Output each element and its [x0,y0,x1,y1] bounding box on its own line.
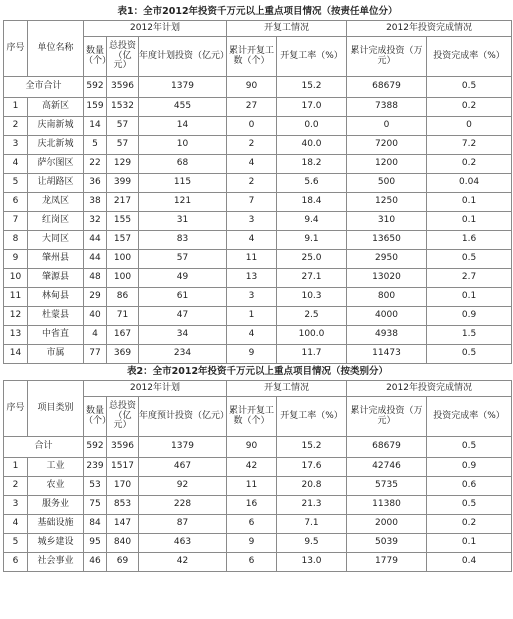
table-row [4,117,512,136]
row-resume-rate: 20.8 [277,477,347,496]
project-tables [3,4,512,572]
table-row [4,515,512,534]
table-row [4,345,512,364]
row-seq: 7 [4,212,28,231]
table2-group-complete: 2012年投资完成情况 [347,381,512,397]
row-seq: 3 [4,136,28,155]
row-count: 95 [84,534,107,553]
row-name: 林甸县 [28,288,84,307]
row-annual-plan: 121 [139,193,227,212]
table2-header-resume-rate: 开复工率（%） [277,397,347,437]
row-annual-plan: 115 [139,174,227,193]
row-completion-rate: 0.6 [427,477,512,496]
table1-header-completion-rate: 投资完成率（%） [427,37,512,77]
row-name: 基础设施 [28,515,84,534]
row-completion-rate: 0.5 [427,496,512,515]
row-completed: 5039 [347,534,427,553]
table-row [4,458,512,477]
table2-header-total-invest: 总投资（亿元） [107,397,139,437]
row-seq: 14 [4,345,28,364]
row-completed: 4000 [347,307,427,326]
row-resume-rate: 10.3 [277,288,347,307]
row-name: 农业 [28,477,84,496]
row-seq: 1 [4,98,28,117]
row-completion-rate: 0.2 [427,155,512,174]
table1-header-count: 数量（个） [84,37,107,77]
row-completed: 11473 [347,345,427,364]
row-name: 红岗区 [28,212,84,231]
row-completion-rate: 0.9 [427,458,512,477]
row-count: 44 [84,250,107,269]
row-resumed: 2 [227,174,277,193]
row-annual-plan: 92 [139,477,227,496]
row-annual-plan: 87 [139,515,227,534]
row-resume-rate: 5.6 [277,174,347,193]
table-row [4,155,512,174]
table2-group-plan: 2012年计划 [84,381,227,397]
row-annual-plan: 68 [139,155,227,174]
table2-header-completion-rate: 投资完成率（%） [427,397,512,437]
total-completed: 68679 [347,77,427,98]
row-total-invest: 853 [107,496,139,515]
table-row [4,307,512,326]
row-name: 萨尔图区 [28,155,84,174]
table1-header-seq: 序号 [4,21,28,77]
row-annual-plan: 463 [139,534,227,553]
row-total-invest: 399 [107,174,139,193]
row-completed: 2000 [347,515,427,534]
row-resumed: 16 [227,496,277,515]
row-resume-rate: 17.0 [277,98,347,117]
row-seq: 5 [4,174,28,193]
row-completed: 11380 [347,496,427,515]
row-count: 239 [84,458,107,477]
row-resume-rate: 2.5 [277,307,347,326]
row-completed: 7388 [347,98,427,117]
row-seq: 9 [4,250,28,269]
row-resume-rate: 18.2 [277,155,347,174]
row-resumed: 27 [227,98,277,117]
row-completion-rate: 0.1 [427,288,512,307]
row-completion-rate: 1.6 [427,231,512,250]
row-resumed: 4 [227,231,277,250]
total-completion-rate: 0.5 [427,437,512,458]
table-row [4,288,512,307]
row-completion-rate: 7.2 [427,136,512,155]
row-completion-rate: 2.7 [427,269,512,288]
row-resume-rate: 9.5 [277,534,347,553]
row-total-invest: 100 [107,250,139,269]
table2-group-resume: 开复工情况 [227,381,347,397]
row-resume-rate: 11.7 [277,345,347,364]
row-annual-plan: 42 [139,553,227,572]
row-name: 龙凤区 [28,193,84,212]
row-resume-rate: 25.0 [277,250,347,269]
row-annual-plan: 31 [139,212,227,231]
row-total-invest: 69 [107,553,139,572]
row-total-invest: 57 [107,117,139,136]
row-completed: 1250 [347,193,427,212]
row-total-invest: 155 [107,212,139,231]
row-seq: 8 [4,231,28,250]
table1-total-row [4,77,512,98]
table-row [4,553,512,572]
row-count: 29 [84,288,107,307]
row-completion-rate: 0.5 [427,345,512,364]
row-total-invest: 369 [107,345,139,364]
row-resume-rate: 7.1 [277,515,347,534]
row-name: 市属 [28,345,84,364]
row-annual-plan: 83 [139,231,227,250]
row-total-invest: 217 [107,193,139,212]
row-resume-rate: 40.0 [277,136,347,155]
row-annual-plan: 10 [139,136,227,155]
table2-header-completed-invest: 累计完成投资（万元） [347,397,427,437]
row-count: 53 [84,477,107,496]
row-seq: 12 [4,307,28,326]
row-seq: 2 [4,477,28,496]
row-resumed: 9 [227,345,277,364]
row-completed: 800 [347,288,427,307]
row-completed: 1779 [347,553,427,572]
row-count: 22 [84,155,107,174]
row-completed: 4938 [347,326,427,345]
row-resume-rate: 100.0 [277,326,347,345]
row-name: 社会事业 [28,553,84,572]
row-resumed: 11 [227,250,277,269]
row-total-invest: 86 [107,288,139,307]
row-total-invest: 167 [107,326,139,345]
row-seq: 5 [4,534,28,553]
row-total-invest: 71 [107,307,139,326]
table-row [4,98,512,117]
row-completed: 7200 [347,136,427,155]
row-seq: 13 [4,326,28,345]
table2-total-row [4,437,512,458]
row-resume-rate: 9.1 [277,231,347,250]
row-total-invest: 147 [107,515,139,534]
table2-header-seq: 序号 [4,381,28,437]
table1-title: 表1：全市2012年投资千万元以上重点项目情况（按责任单位分） [4,4,512,21]
row-resumed: 7 [227,193,277,212]
row-completed: 1200 [347,155,427,174]
row-completed: 500 [347,174,427,193]
row-annual-plan: 34 [139,326,227,345]
row-count: 36 [84,174,107,193]
row-seq: 1 [4,458,28,477]
row-total-invest: 57 [107,136,139,155]
row-count: 84 [84,515,107,534]
row-total-invest: 1517 [107,458,139,477]
row-seq: 11 [4,288,28,307]
row-annual-plan: 49 [139,269,227,288]
row-completed: 0 [347,117,427,136]
row-completed: 13650 [347,231,427,250]
table-row [4,326,512,345]
row-name: 庆北新城 [28,136,84,155]
row-completion-rate: 0.1 [427,212,512,231]
table-row [4,193,512,212]
total-label: 全市合计 [4,77,84,98]
row-resumed: 3 [227,288,277,307]
row-count: 75 [84,496,107,515]
table1 [4,4,512,364]
row-seq: 3 [4,496,28,515]
table1-header-annual-plan: 年度计划投资（亿元） [139,37,227,77]
row-count: 48 [84,269,107,288]
row-resumed: 2 [227,136,277,155]
row-name: 杜蒙县 [28,307,84,326]
row-annual-plan: 14 [139,117,227,136]
table-row [4,231,512,250]
row-completion-rate: 0.1 [427,193,512,212]
row-completion-rate: 0.04 [427,174,512,193]
table-row [4,477,512,496]
row-name: 工业 [28,458,84,477]
row-completion-rate: 0.2 [427,515,512,534]
row-resumed: 4 [227,326,277,345]
row-completed: 13020 [347,269,427,288]
row-completed: 5735 [347,477,427,496]
row-completion-rate: 0 [427,117,512,136]
table1-group-plan: 2012年计划 [84,21,227,37]
total-completion-rate: 0.5 [427,77,512,98]
row-resumed: 11 [227,477,277,496]
row-completion-rate: 0.9 [427,307,512,326]
table1-group-resume: 开复工情况 [227,21,347,37]
row-name: 肇州县 [28,250,84,269]
row-total-invest: 157 [107,231,139,250]
row-seq: 6 [4,553,28,572]
total-annual-plan: 1379 [139,77,227,98]
table1-header-resume-rate: 开复工率（%） [277,37,347,77]
total-count: 592 [84,437,107,458]
row-completion-rate: 0.5 [427,250,512,269]
table-row [4,496,512,515]
row-count: 4 [84,326,107,345]
row-resumed: 6 [227,553,277,572]
total-count: 592 [84,77,107,98]
row-resumed: 0 [227,117,277,136]
table2-header-annual-plan: 年度预计投资（亿元） [139,397,227,437]
row-total-invest: 170 [107,477,139,496]
table1-header-total-invest: 总投资（亿元） [107,37,139,77]
table-row [4,269,512,288]
table-row [4,212,512,231]
row-seq: 2 [4,117,28,136]
row-annual-plan: 228 [139,496,227,515]
row-count: 32 [84,212,107,231]
row-resumed: 3 [227,212,277,231]
row-count: 5 [84,136,107,155]
row-annual-plan: 467 [139,458,227,477]
row-count: 159 [84,98,107,117]
row-name: 服务业 [28,496,84,515]
row-total-invest: 840 [107,534,139,553]
row-count: 77 [84,345,107,364]
row-count: 44 [84,231,107,250]
row-completed: 2950 [347,250,427,269]
row-resumed: 4 [227,155,277,174]
row-completed: 42746 [347,458,427,477]
table-row [4,534,512,553]
row-annual-plan: 455 [139,98,227,117]
row-name: 庆南新城 [28,117,84,136]
row-resumed: 42 [227,458,277,477]
row-resumed: 9 [227,534,277,553]
row-annual-plan: 57 [139,250,227,269]
row-resume-rate: 13.0 [277,553,347,572]
row-resume-rate: 0.0 [277,117,347,136]
row-resume-rate: 27.1 [277,269,347,288]
table2-header-category: 项目类别 [28,381,84,437]
row-total-invest: 129 [107,155,139,174]
row-name: 高新区 [28,98,84,117]
table1-header-completed-invest: 累计完成投资（万元） [347,37,427,77]
row-completion-rate: 1.5 [427,326,512,345]
total-resume-rate: 15.2 [277,437,347,458]
row-seq: 4 [4,515,28,534]
row-completed: 310 [347,212,427,231]
total-invest: 3596 [107,437,139,458]
row-name: 城乡建设 [28,534,84,553]
table1-group-complete: 2012年投资完成情况 [347,21,512,37]
row-annual-plan: 234 [139,345,227,364]
row-seq: 4 [4,155,28,174]
row-annual-plan: 47 [139,307,227,326]
total-resumed: 90 [227,437,277,458]
row-annual-plan: 61 [139,288,227,307]
row-count: 40 [84,307,107,326]
row-resume-rate: 21.3 [277,496,347,515]
row-count: 14 [84,117,107,136]
total-label: 合计 [4,437,84,458]
row-resume-rate: 17.6 [277,458,347,477]
total-invest: 3596 [107,77,139,98]
row-count: 46 [84,553,107,572]
table2-header-resumed-count: 累计开复工数（个） [227,397,277,437]
row-name: 让胡路区 [28,174,84,193]
table2 [4,364,512,572]
total-completed: 68679 [347,437,427,458]
row-name: 中省直 [28,326,84,345]
row-name: 大同区 [28,231,84,250]
row-completion-rate: 0.1 [427,534,512,553]
row-count: 38 [84,193,107,212]
total-annual-plan: 1379 [139,437,227,458]
row-resume-rate: 18.4 [277,193,347,212]
row-total-invest: 1532 [107,98,139,117]
row-seq: 6 [4,193,28,212]
row-name: 肇源县 [28,269,84,288]
row-resumed: 1 [227,307,277,326]
table1-header-resumed-count: 累计开复工数（个） [227,37,277,77]
row-completion-rate: 0.4 [427,553,512,572]
table2-header-count: 数量（个） [84,397,107,437]
table-row [4,174,512,193]
row-resumed: 13 [227,269,277,288]
table2-title: 表2：全市2012年投资千万元以上重点项目情况（按类别分） [4,364,512,381]
row-total-invest: 100 [107,269,139,288]
row-resume-rate: 9.4 [277,212,347,231]
table-row [4,250,512,269]
table-row [4,136,512,155]
row-seq: 10 [4,269,28,288]
table1-header-unit: 单位名称 [28,21,84,77]
total-resume-rate: 15.2 [277,77,347,98]
total-resumed: 90 [227,77,277,98]
row-completion-rate: 0.2 [427,98,512,117]
row-resumed: 6 [227,515,277,534]
